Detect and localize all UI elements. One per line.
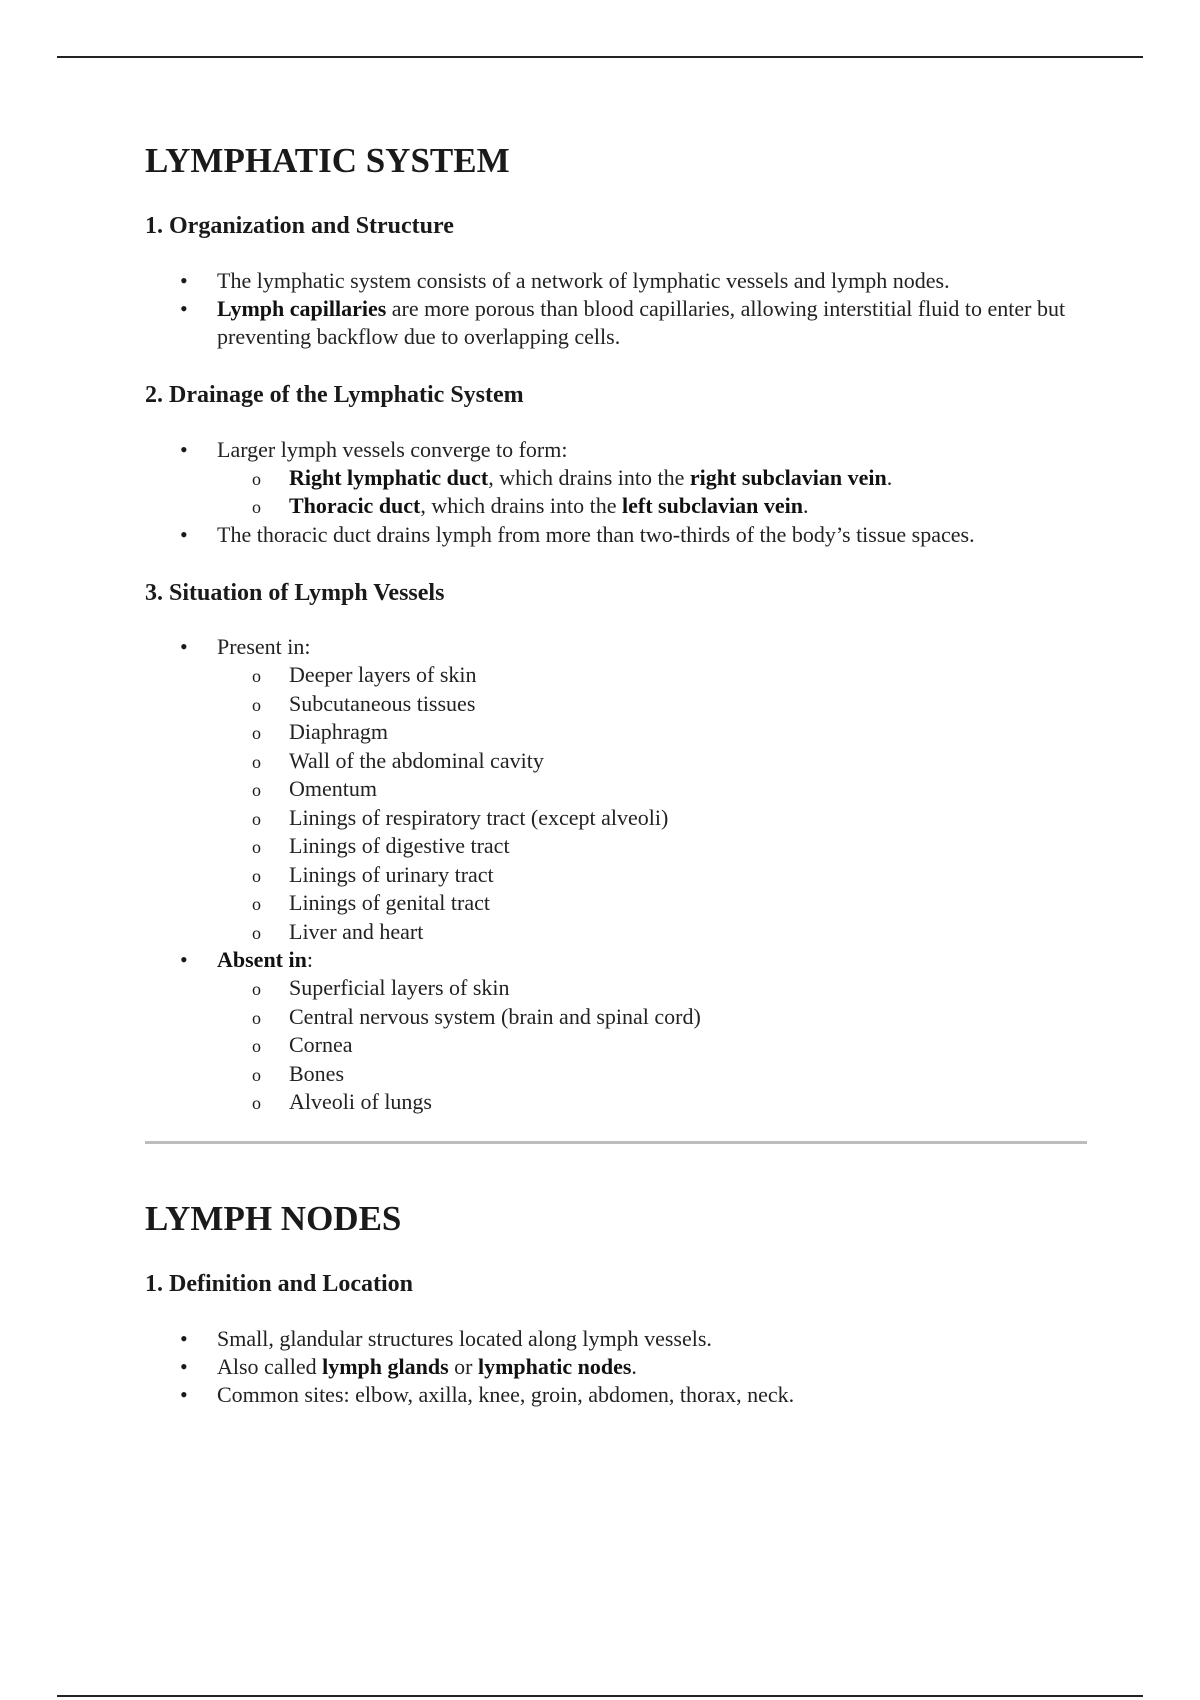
sublist-item: o Thoracic duct, which drains into the left subclavian vein. (217, 492, 1095, 521)
section-divider (145, 1141, 1087, 1144)
drainage-list (145, 436, 1095, 549)
absent-sublist (217, 974, 1095, 1117)
section-title-lymphatic-system: LYMPHATIC SYSTEM (145, 141, 510, 180)
sublist-item: o Liver and heart (217, 918, 1095, 947)
sublist-item: o Right lymphatic duct, which drains into the right subclavian vein. (217, 464, 1095, 493)
definition-list (145, 1325, 1095, 1409)
situation-list (145, 633, 1095, 1117)
sublist-item: o Linings of digestive tract (217, 832, 1095, 861)
heading-drainage: 2. Drainage of the Lymphatic System (145, 381, 524, 408)
heading-organization-structure: 1. Organization and Structure (145, 213, 454, 239)
term-lymph-capillaries: Lymph capillaries (217, 295, 387, 321)
sublist-item: o Linings of respiratory tract (except alveoli) (217, 804, 1095, 833)
sublist-item: o Deeper layers of skin (217, 661, 1095, 690)
heading-situation-vessels: 3. Situation of Lymph Vessels (145, 579, 445, 606)
sublist-item: o Alveoli of lungs (217, 1088, 1095, 1117)
list-item-present: • Present in: o Deeper layers of skin o Subcutaneous tissues o Diaphragm o Wall of the abdominal cavity o Omentum o Linings of respiratory tract (except alveoli) o Linings of digestive tract o Linings of urinary tract o Linings of genital tract o Liver and heart (145, 633, 1095, 946)
section-title-lymph-nodes: LYMPH NODES (145, 1198, 402, 1238)
list-item: • The thoracic duct drains lymph from more than two-thirds of the body’s tissue spaces. (145, 521, 1095, 549)
list-item: • Also called lymph glands or lymphatic nodes. (145, 1353, 1095, 1381)
sublist-item: o Omentum (217, 775, 1095, 804)
list-item: • Small, glandular structures located along lymph vessels. (145, 1325, 1095, 1353)
sublist-item: o Superficial layers of skin (217, 974, 1095, 1003)
list-item: • The lymphatic system consists of a network of lymphatic vessels and lymph nodes. (145, 267, 1095, 295)
sublist-item: o Subcutaneous tissues (217, 690, 1095, 719)
sublist-item: o Wall of the abdominal cavity (217, 747, 1095, 776)
list-item: • Common sites: elbow, axilla, knee, groin, abdomen, thorax, neck. (145, 1381, 1095, 1409)
heading-definition-location: 1. Definition and Location (145, 1270, 414, 1297)
list-item-absent: • Absent in: o Superficial layers of skin o Central nervous system (brain and spinal cord) o Cornea o Bones o Alveoli of lungs (145, 946, 1095, 1117)
sublist-item: o Linings of genital tract (217, 889, 1095, 918)
document-body (145, 140, 1095, 1439)
duct-sublist (217, 464, 1095, 521)
sublist-item: o Diaphragm (217, 718, 1095, 747)
sublist-item: o Bones (217, 1060, 1095, 1089)
list-item: • Lymph capillaries are more porous than blood capillaries, allowing interstitial fluid to enter but preventing backflow due to overlapping cells. (145, 295, 1095, 351)
sublist-item: o Cornea (217, 1031, 1095, 1060)
page-bottom-rule (57, 1695, 1143, 1697)
organization-list (145, 267, 1095, 351)
page-top-rule (57, 56, 1143, 58)
present-sublist (217, 661, 1095, 946)
sublist-item: o Linings of urinary tract (217, 861, 1095, 890)
list-item: • Larger lymph vessels converge to form: o Right lymphatic duct, which drains into the right subclavian vein. o Thoracic duct, which drains into the left subclavian vein. (145, 436, 1095, 521)
sublist-item: o Central nervous system (brain and spinal cord) (217, 1003, 1095, 1032)
